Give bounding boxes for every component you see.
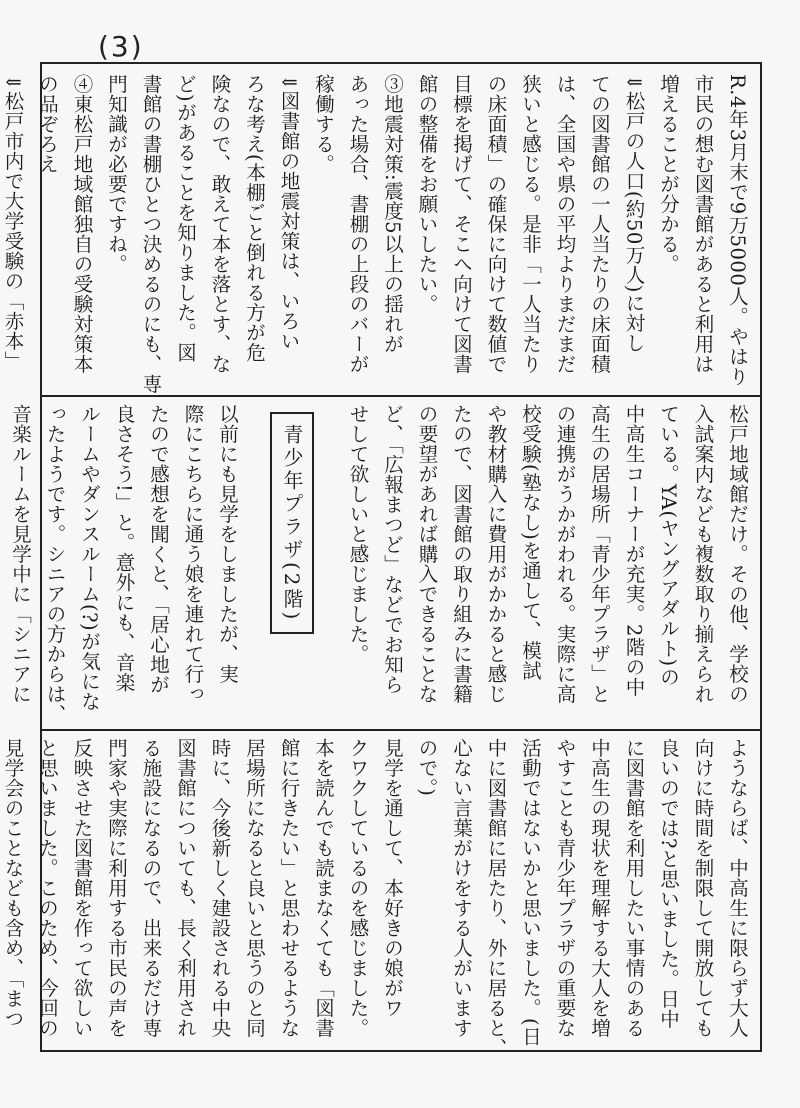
text-line: 増えることが分かる。 — [657, 74, 680, 274]
section3-text — [0, 738, 754, 1058]
text-line: 門知識が必要ですね。 — [105, 74, 128, 274]
text-line: 反映させた図書館を作って欲しい — [70, 738, 94, 1038]
text-line: の要望があれば購入できることな — [415, 404, 439, 704]
text-line: ④東松戸地域館独自の受験対策本 — [70, 74, 94, 374]
text-line: ⇓松戸の人口(約50万人)に対し — [622, 74, 646, 353]
section-library-report — [1, 74, 754, 394]
text-line: 良さそう!」と。意外にも、音楽 — [112, 404, 136, 693]
text-line: ようならば、中高生に限らず大人 — [726, 738, 749, 1038]
text-line: 狭いと感じる。是非「一人当たり — [519, 74, 542, 374]
text-line: ている。YA(ヤングアダルト)の — [657, 404, 680, 687]
text-line: 校受験(塾なし)を通して、模試 — [519, 404, 542, 681]
section-title-youth-plaza: 青少年プラザ(2階) — [270, 412, 314, 634]
text-line: やすことも青少年プラザの重要な — [553, 738, 577, 1038]
text-line: ての図書館の一人当たりの床面積 — [588, 74, 611, 374]
text-line: 松戸地域館だけ。その他、学校の — [726, 404, 749, 704]
text-line: と思いました。このため、今回の — [36, 738, 59, 1038]
text-line: R.4年3月末で9万5000人。やはり — [726, 74, 749, 387]
text-line: たので感想を聞くと、「居心地が — [147, 404, 170, 695]
text-line: 中高生の現状を理解する大人を増 — [588, 738, 611, 1038]
text-line: 入試案内なども複数取り揃えられ — [691, 404, 715, 704]
text-line: 際にこちらに通う娘を連れて行っ — [181, 404, 205, 704]
text-line: 中高生コーナーが充実。2階の中 — [622, 404, 646, 697]
section-youth-plaza — [9, 404, 754, 724]
text-line: に図書館を利用したい事情のある — [622, 738, 646, 1038]
text-line: の品ぞろえ — [36, 74, 59, 174]
section1-text — [0, 74, 754, 394]
text-line — [0, 404, 3, 722]
text-line: せして欲しいと感じました。 — [346, 404, 370, 664]
section-divider — [40, 729, 762, 731]
text-line: ルームやダンスルーム(?)が気にな — [78, 404, 101, 712]
text-line: 時に、今後新しく建設される中央 — [208, 738, 232, 1038]
text-line: る施設になるので、出来るだけ専 — [139, 738, 163, 1038]
text-line: 活動ではないかと思いました。(日 — [519, 738, 542, 1047]
text-line: ったようです。シニアの方からは、 — [43, 404, 67, 724]
text-line: 高生の居場所「青少年プラザ」と — [588, 404, 611, 704]
text-line: クワクしているのを感じました。 — [346, 738, 370, 1038]
text-line: は、全国や県の平均よりまだまだ — [553, 74, 577, 374]
section-impressions — [1, 738, 754, 1058]
text-line: 以前にも見学をしましたが、実 — [216, 404, 239, 684]
text-line: 見学を通して、本好きの娘がワ — [381, 738, 404, 1018]
text-line: 音楽ルームを見学中に「シニアに — [9, 404, 32, 704]
text-line: や教材購入に費用がかかると感じ — [484, 404, 508, 704]
text-line: 図書館についても、長く利用され — [174, 738, 197, 1038]
text-line: 門家や実際に利用する市民の声を — [105, 738, 128, 1038]
text-line: 館の整備をお願いしたい。 — [415, 74, 439, 314]
text-line: 向けに時間を制限して開放しても — [691, 738, 715, 1038]
page-number: (3) — [98, 30, 144, 63]
text-line: 険なので、敢えて本を落とす、な — [208, 74, 232, 374]
text-line: ど)があることを知りました。図 — [174, 74, 197, 363]
text-line: 良いのでは?と思いました。日中 — [657, 738, 680, 1029]
section2-text — [0, 404, 754, 722]
text-line: ⇓松戸市内で大学受験の「赤本」 — [1, 74, 25, 371]
text-line: ど、「広報まつど」などでお知ら — [381, 404, 404, 695]
text-line: 見学会のことなども含め、「まつ — [1, 738, 25, 1029]
text-line: 心ない言葉がけをする人がいます — [450, 738, 473, 1038]
text-line: ので。) — [415, 738, 439, 797]
text-line: 目標を掲げて、そこへ向けて図書 — [450, 74, 473, 374]
text-line: 居場所になると良いと思うのと同 — [243, 738, 266, 1038]
text-line: 稼働する。 — [312, 74, 335, 174]
section-divider — [40, 395, 762, 397]
text-line: 本を読んでも読まなくても「図書 — [312, 738, 335, 1038]
text-line: 中に図書館に居たり、外に居ると、 — [484, 738, 508, 1058]
text-line: 書館の書棚ひとつ決めるのにも、専 — [139, 74, 163, 394]
text-line: あった場合、書棚の上段のバーが — [346, 74, 370, 374]
text-line: の床面積」の確保に向けて数値で — [484, 74, 508, 374]
text-line: 館に行きたい」と思わせるような — [277, 738, 301, 1038]
text-line: 市民の想む図書館があると利用は — [691, 74, 715, 374]
text-line: ろな考え(本棚ごと倒れる方が危 — [243, 74, 266, 363]
text-line: ⇓図書館の地震対策は、いろい — [277, 74, 301, 351]
text-line: たので、図書館の取り組みに書籍 — [450, 404, 473, 704]
text-line: の連携がうかがわれる。実際に高 — [553, 404, 577, 704]
text-line: ③地震対策:震度5以上の揺れが — [381, 74, 404, 354]
